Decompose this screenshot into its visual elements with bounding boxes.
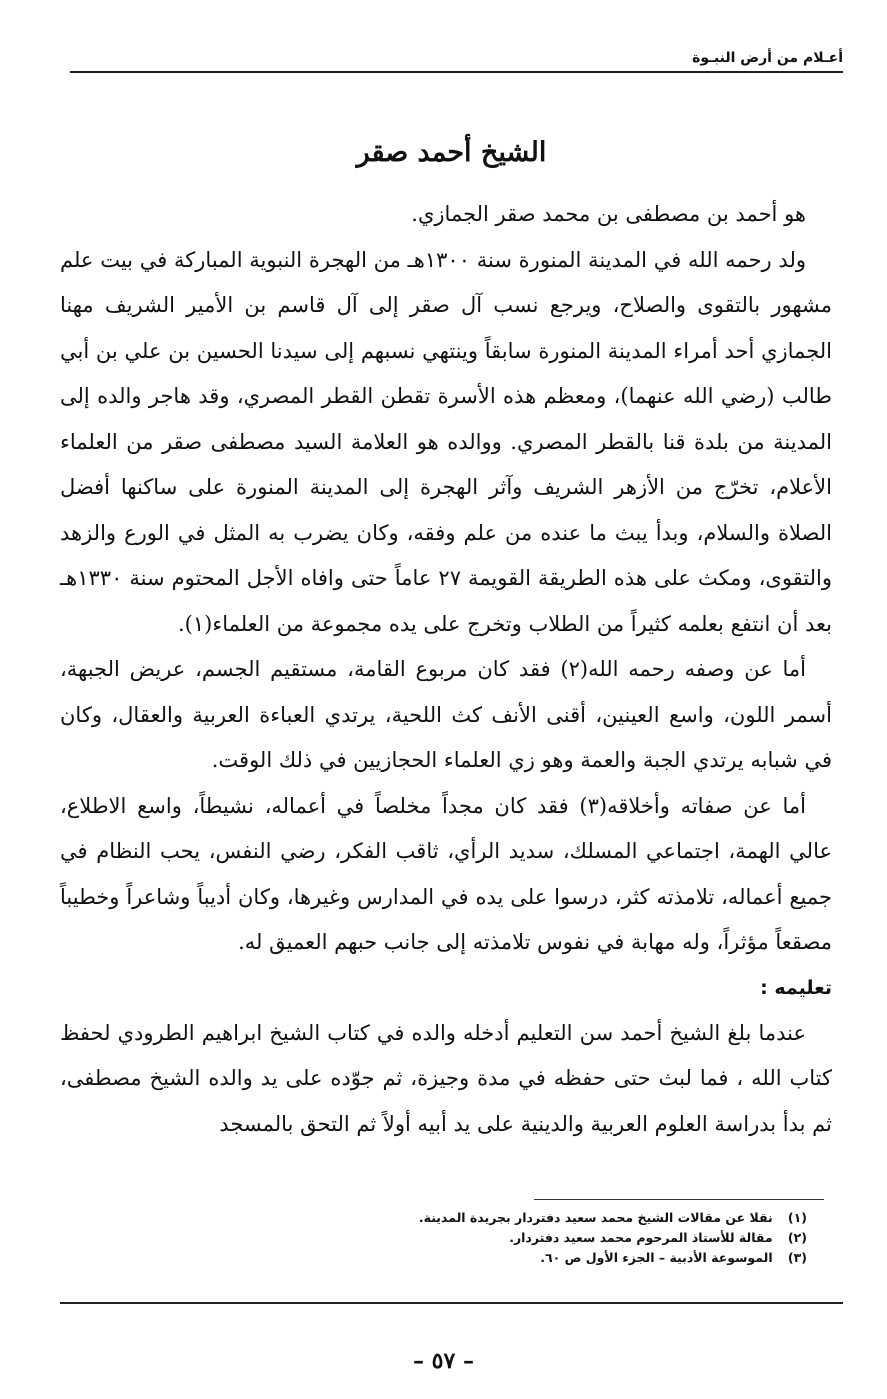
bottom-rule xyxy=(60,1302,843,1304)
body-text xyxy=(60,192,832,1147)
footnote-item xyxy=(100,1228,807,1248)
paragraph-character: أما عن صفاته وأخلاقه(٣) فقد كان مجداً مخلصاً في أعماله، نشيطاً، واسع الاطلاع، عالي الهمة، اجتماعي المسلك، سديد الرأي، ثاقب الفكر، رضي النفس، يحب النظام في جميع أعماله، تلامذته كثر، درسوا على يده في المدارس وغيرها، وكان أديباً وشاعراً وخطيباً مصقعاً مؤثراً، وله مهابة في نفوس تلامذته إلى جانب حبهم العميق له. xyxy=(60,793,832,954)
running-header: أعـلام من أرض النبـوة xyxy=(692,50,843,66)
footnote-text: نقلا عن مقالات الشيخ محمد سعيد دفتردار بجريدة المدينة. xyxy=(418,1210,773,1225)
page-title: الشيخ أحمد صقر xyxy=(356,137,547,168)
section-heading: تعليمه : xyxy=(760,976,832,999)
paragraph-description: أما عن وصفه رحمه الله(٢) فقد كان مربوع القامة، مستقيم الجسم، عريض الجبهة، أسمر اللون، واسع العينين، أقنى الأنف كث اللحية، يرتدي العباءة العربية والعقال، وكان في شبابه يرتدي الجبة والعمة وهو زي العلماء الحجازيين في ذلك الوقت. xyxy=(60,657,832,772)
footnotes xyxy=(100,1208,807,1268)
footnote-number: (١) xyxy=(787,1210,807,1225)
footnote-number: (٢) xyxy=(787,1230,807,1245)
footnote-text: الموسوعة الأدبية – الجزء الأول ص ٦٠. xyxy=(540,1250,773,1265)
footnote-text: مقالة للأستاذ المرحوم محمد سعيد دفتردار. xyxy=(509,1230,773,1245)
footnote-number: (٣) xyxy=(787,1250,807,1265)
footnote-item xyxy=(100,1208,807,1228)
paragraph-intro: هو أحمد بن مصطفى بن محمد صقر الجمازي. xyxy=(411,202,806,226)
paragraph-education: عندما بلغ الشيخ أحمد سن التعليم أدخله والده في كتاب الشيخ ابراهيم الطرودي لحفظ كتاب الله ، فما لبث حتى حفظه في مدة وجيزة، ثم جوّده على يد والده الشيخ مصطفى، ثم بدأ بدراسة العلوم العربية والدينية على يد أبيه أولاً ثم التحق بالمسجد xyxy=(60,1020,832,1136)
footnote-item xyxy=(100,1248,807,1268)
paragraph-birth: ولد رحمه الله في المدينة المنورة سنة ١٣٠٠هـ من الهجرة النبوية المباركة في بيت علم مشهور بالتقوى والصلاح، ويرجع نسب آل صقر إلى آل قاسم بن الأمير الشريف مهنا الجمازي أحد أمراء المدينة المنورة سابقاً وينتهي نسبهم إلى سيدنا الحسين بن علي بن أبي طالب (رضي الله عنهما)، ومعظم هذه الأسرة تقطن القطر المصري، وقد هاجر والده إلى المدينة من بلدة قنا بالقطر المصري. ووالده هو العلامة السيد مصطفى صقر من العلماء الأعلام، تخرّج من الأزهر الشريف وآثر الهجرة إلى المدينة المنورة على ساكنها أفضل الصلاة والسلام، وبدأ يبث ما عنده من علم وفقه، وكان يضرب به المثل في الورع والزهد والتقوى، ومكث على هذه الطريقة القويمة ٢٧ عاماً حتى وافاه الأجل المحتوم سنة ١٣٣٠هـ بعد أن انتفع بعلمه كثيراً من الطلاب وتخرج على يده مجموعة من العلماء(١). xyxy=(60,247,832,636)
header-rule xyxy=(70,71,843,73)
footnote-rule xyxy=(534,1199,824,1200)
page-number: – ٥٧ – xyxy=(413,1348,474,1374)
